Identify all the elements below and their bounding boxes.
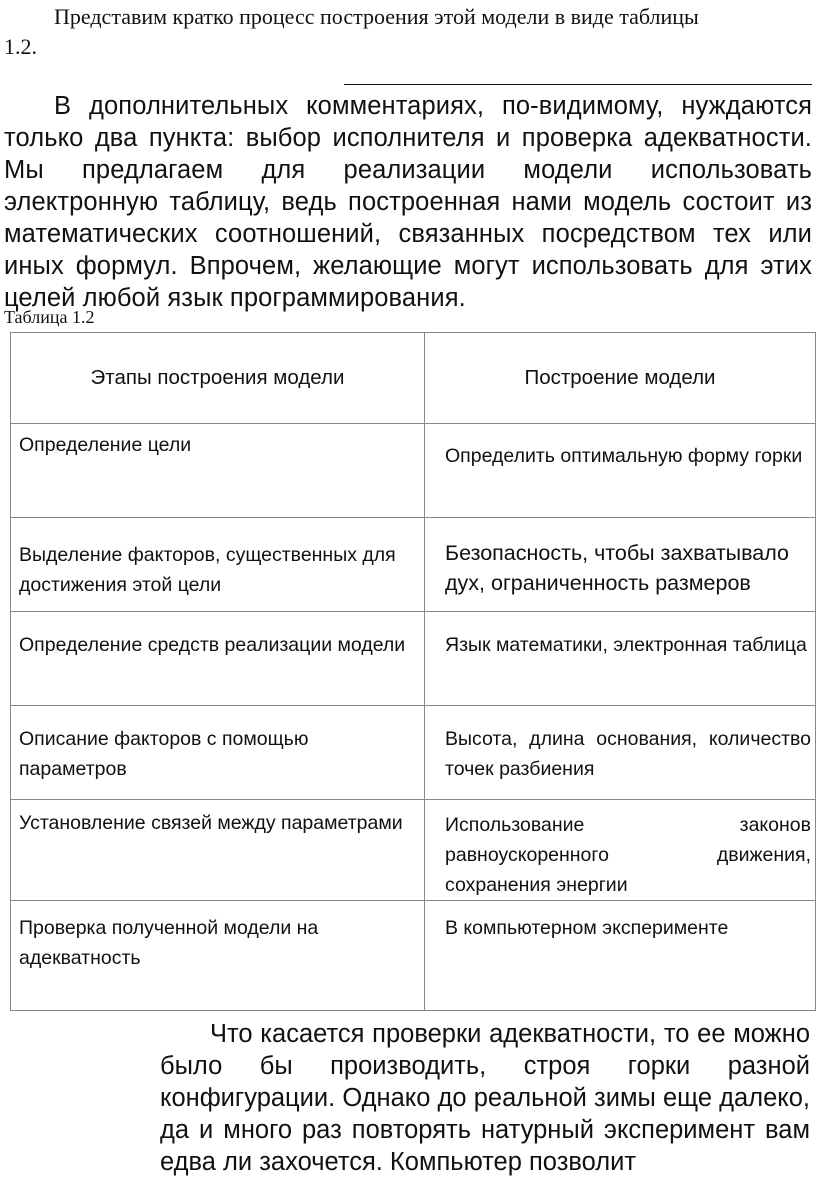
intro-line-2: 1.2. [4, 34, 37, 59]
table-header-row [11, 333, 816, 424]
result-cell: Высота, длина основания, количество точек разбиения [425, 706, 816, 800]
stage-cell: Определение средств реализации модели [11, 612, 425, 706]
stage-cell: Описание факторов с помощью параметров [11, 706, 425, 800]
stage-cell: Определение цели [11, 424, 425, 518]
result-cell: Определить оптимальную форму горки [425, 424, 816, 518]
intro-text [4, 2, 810, 62]
table-row [11, 612, 816, 706]
table-row [11, 800, 816, 901]
header-model: Построение модели [425, 333, 816, 424]
stage-cell: Выделение факторов, существенных для достижения этой цели [11, 518, 425, 612]
horizontal-rule [344, 84, 812, 85]
stage-cell: Проверка полученной модели на адекватность [11, 901, 425, 1011]
table-row [11, 424, 816, 518]
intro-line-1: Представим кратко процесс построения этой модели в виде таблицы [54, 4, 699, 29]
modeling-steps-table [10, 332, 816, 1011]
stage-cell: Установление связей между параметрами [11, 800, 425, 901]
result-cell: Использование законов равноускоренного движения, сохранения энергии [425, 800, 816, 901]
table-row [11, 901, 816, 1011]
result-cell: В компьютерном эксперименте [425, 901, 816, 1011]
table-row [11, 518, 816, 612]
table-caption: Таблица 1.2 [4, 307, 95, 327]
result-cell: Безопасность, чтобы захватывало дух, ограниченность размеров [425, 518, 816, 612]
result-cell: Язык математики, электронная таблица [425, 612, 816, 706]
header-stages: Этапы построения модели [11, 333, 425, 424]
closing-paragraph: Что касается проверки адекватности, то ее можно было бы производить, строя горки разной конфигурации. Однако до реальной зимы еще далеко, да и много раз повторять натурный эксперимент вам едва ли захочется. Компьютер позволит [160, 1020, 810, 1176]
body-paragraph: В дополнительных комментариях, по-видимому, нуждаются только два пункта: выбор исполнителя и проверка адекватности. Мы предлагаем для реализации модели использовать электронную таблицу, ведь построенная нами модель состоит из математических соотношений, связанных посредством тех или иных формул. Впрочем, желающие могут использовать для этих целей любой язык программирования. [4, 92, 812, 312]
table-row [11, 706, 816, 800]
